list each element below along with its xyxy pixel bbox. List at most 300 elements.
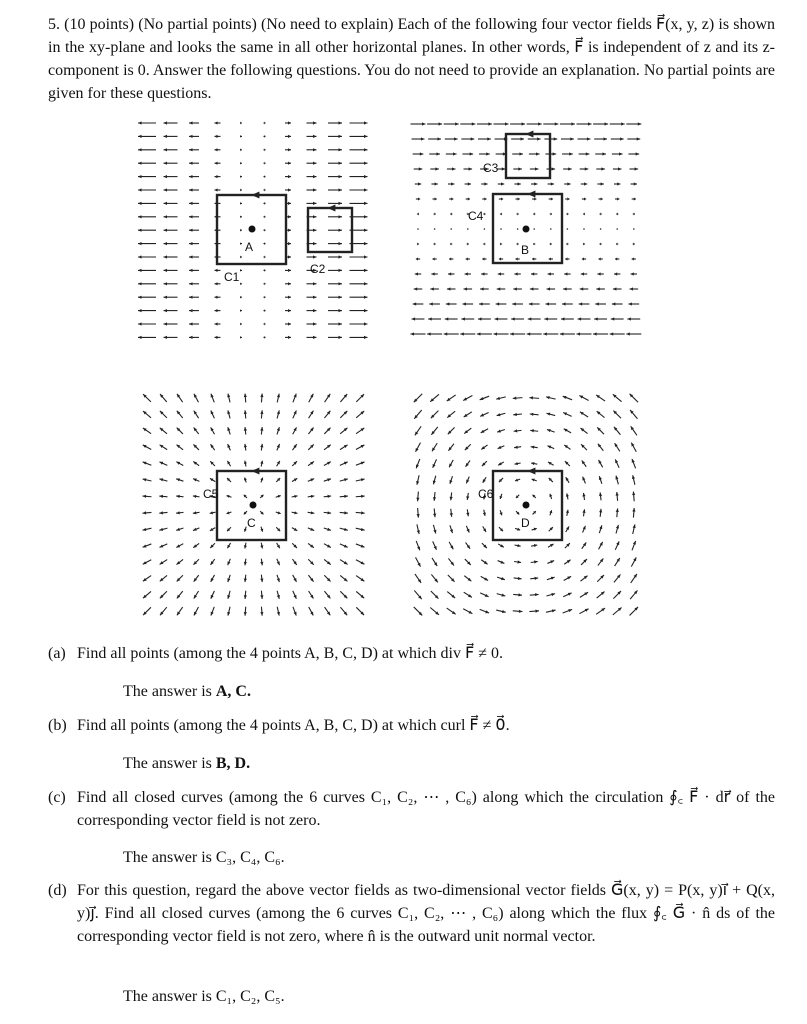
vector-arrow [516, 495, 519, 498]
vector-arrow [350, 135, 368, 138]
vector-arrow [627, 317, 640, 320]
vector-arrow [138, 121, 156, 124]
vector-arrow [194, 607, 199, 615]
vector-arrow [210, 478, 215, 481]
vector-arrow [244, 427, 247, 434]
vector-arrow [496, 152, 507, 155]
vector-arrow [467, 228, 469, 230]
vector-arrow [546, 396, 556, 399]
vector-arrow [308, 444, 314, 450]
vector-arrow [500, 228, 502, 230]
vector-arrow [193, 511, 200, 514]
vector-arrow [550, 212, 552, 215]
vector-arrow [211, 427, 215, 434]
vector-arrow [324, 511, 331, 514]
vector-arrow [483, 510, 486, 516]
vector-arrow [450, 228, 452, 230]
vector-arrow [193, 559, 199, 565]
vector-arrow [240, 162, 242, 165]
vector-arrow [138, 188, 156, 191]
vector-arrow [160, 411, 167, 418]
vector-arrow [210, 461, 215, 466]
vector-arrow [611, 317, 624, 320]
vector-arrow [160, 445, 168, 450]
vector-arrow [227, 543, 230, 548]
vector-arrow [415, 182, 421, 185]
vector-arrow [160, 560, 168, 565]
vector-arrow [466, 197, 470, 200]
vector-arrow [328, 255, 342, 258]
vector-arrow [596, 608, 605, 614]
vector-arrow [189, 255, 199, 258]
vector-arrow [628, 152, 639, 155]
vector-arrow [498, 182, 504, 185]
vector-arrow [615, 443, 620, 451]
vector-arrow [244, 461, 247, 467]
vector-arrow [414, 410, 421, 419]
vector-arrow [580, 167, 589, 170]
vector-arrow [356, 462, 365, 466]
vector-arrow [499, 494, 502, 499]
vector-arrow [516, 511, 519, 514]
vector-arrow [517, 228, 519, 230]
vector-arrow [244, 511, 247, 514]
vector-arrow [499, 257, 503, 260]
vector-arrow [482, 197, 486, 200]
vector-arrow [307, 296, 317, 299]
vector-arrow [615, 541, 619, 549]
vector-arrow [227, 607, 230, 616]
vector-arrow [324, 462, 331, 466]
vector-arrow [164, 121, 178, 124]
vector-arrow [260, 394, 263, 403]
vector-arrow [244, 575, 247, 582]
vector-arrow [264, 309, 266, 312]
vector-arrow [483, 477, 486, 483]
vector-arrow [277, 410, 280, 418]
vector-arrow [432, 197, 436, 200]
vector-arrow [328, 188, 342, 191]
vector-arrow [517, 212, 519, 215]
vector-arrow [324, 428, 330, 434]
vector-arrow [427, 332, 442, 335]
vector-arrow [450, 525, 453, 533]
vector-arrow [484, 228, 486, 230]
vector-arrow [464, 428, 471, 434]
vector-arrow [578, 317, 591, 320]
vector-arrow [630, 287, 639, 290]
vector-arrow [415, 272, 421, 275]
vector-arrow [227, 478, 231, 482]
question-text: For this question, regard the above vector fields as two-dimensional vector fields G⃗(x, y) = P(x, y)i⃗ + Q(x, y)j⃗. Find all closed curves (among the 6 curves C₁, C₂, ⋯ , C₆) along which the flux ∮꜀ G⃗ · n̂ ds of the corresponding vector field is not zero, where n̂ is the outward unit normal vector. [77, 882, 775, 945]
vector-arrow [143, 544, 152, 548]
vector-arrow [597, 575, 604, 582]
vector-arrow [285, 296, 291, 299]
vector-arrow [613, 411, 621, 419]
vector-arrow [350, 269, 368, 272]
vector-arrow [465, 559, 471, 565]
vector-arrow [531, 544, 537, 547]
vector-arrow [189, 135, 199, 138]
vector-arrow [328, 202, 342, 205]
vector-arrow [138, 175, 156, 178]
vector-arrow [309, 394, 314, 402]
vector-field-plot-d [410, 390, 645, 615]
vector-arrow [417, 212, 419, 215]
vector-arrow [549, 478, 553, 482]
vector-arrow [530, 577, 538, 580]
vector-arrow [350, 121, 368, 124]
vector-arrow [582, 509, 585, 516]
vector-arrow [211, 410, 215, 418]
vector-arrow [138, 269, 156, 272]
vector-arrow [450, 492, 453, 500]
question-label: (b) [48, 717, 67, 734]
vector-arrow [527, 122, 542, 125]
vector-arrow [350, 175, 368, 178]
vector-arrow [340, 560, 348, 565]
vector-arrow [240, 175, 242, 178]
vector-arrow [463, 396, 472, 401]
vector-arrow [563, 593, 571, 597]
vector-arrow [596, 287, 605, 290]
vector-arrow [482, 461, 487, 466]
vector-arrow [513, 167, 522, 170]
vector-arrow [293, 607, 297, 616]
vector-arrow [597, 427, 604, 434]
vector-arrow [138, 242, 156, 245]
vector-arrow [511, 137, 524, 140]
vector-arrow [448, 272, 454, 275]
vector-arrow [417, 508, 420, 518]
vector-arrow [496, 610, 506, 613]
vector-arrow [546, 609, 556, 612]
vector-arrow [189, 121, 199, 124]
vector-arrow [600, 212, 602, 215]
orientation-arrow-icon [327, 205, 335, 212]
vector-arrow [356, 528, 365, 531]
vector-arrow [478, 317, 491, 320]
vector-arrow [597, 411, 605, 417]
vector-arrow [164, 269, 178, 272]
vector-arrow [434, 212, 436, 215]
vector-arrow [432, 443, 437, 451]
curve-label-c1: C1 [224, 270, 240, 284]
curve-label-c4: C4 [468, 209, 484, 223]
vector-arrow [533, 242, 535, 245]
vector-arrow [431, 574, 437, 582]
vector-arrow [194, 411, 199, 419]
vector-arrow [350, 188, 368, 191]
vector-arrow [307, 309, 317, 312]
vector-arrow [328, 322, 342, 325]
vector-arrow [412, 317, 425, 320]
vector-arrow [215, 296, 221, 299]
vector-arrow [448, 427, 455, 434]
vector-arrow [631, 443, 636, 452]
vector-arrow [547, 287, 556, 290]
vector-arrow [466, 493, 469, 500]
vector-arrow [595, 302, 606, 305]
vector-arrow [446, 302, 457, 305]
vector-arrow [416, 443, 421, 452]
vector-arrow [482, 543, 487, 548]
vector-arrow [561, 137, 574, 140]
vector-arrow [448, 444, 454, 451]
vector-arrow [189, 202, 199, 205]
vector-arrow [465, 272, 471, 275]
vector-arrow [447, 287, 456, 290]
vector-arrow [240, 188, 242, 191]
vector-arrow [277, 543, 280, 548]
vector-arrow [449, 257, 453, 260]
vector-arrow [616, 508, 619, 517]
vector-arrow [293, 410, 297, 418]
vector-arrow [308, 495, 315, 498]
answer-prefix: The answer is [123, 755, 216, 772]
vector-arrow [285, 188, 291, 191]
vector-arrow [285, 309, 291, 312]
point-label-b: B [521, 243, 530, 257]
vector-arrow [480, 287, 489, 290]
vector-arrow [215, 121, 221, 124]
vector-arrow [244, 591, 247, 599]
vector-arrow [498, 462, 504, 465]
vector-arrow [164, 296, 178, 299]
vector-arrow [581, 559, 587, 565]
vector-arrow [583, 242, 585, 245]
vector-arrow [285, 121, 291, 124]
vector-arrow [240, 229, 242, 232]
vector-arrow [138, 255, 156, 258]
vector-arrow [498, 446, 505, 449]
vector-arrow [189, 269, 199, 272]
answer-value: C₃, C₄, C₆. [215, 849, 285, 866]
vector-arrow [176, 511, 183, 514]
answer-value: B, D. [215, 755, 251, 772]
vector-arrow [215, 135, 221, 138]
vector-arrow [193, 479, 199, 482]
vector-arrow [227, 591, 230, 599]
vector-arrow [630, 394, 639, 403]
vector-field-plot-c [140, 390, 365, 615]
vector-arrow [547, 577, 555, 580]
vector-arrow [189, 309, 199, 312]
vector-arrow [598, 558, 604, 565]
vector-arrow [324, 559, 331, 564]
vector-arrow [479, 302, 490, 305]
vector-arrow [615, 476, 618, 485]
vector-arrow [307, 121, 317, 124]
vector-arrow [562, 152, 573, 155]
vector-arrow [160, 394, 167, 402]
vector-arrow [563, 287, 572, 290]
vector-arrow [164, 309, 178, 312]
vector-arrow [515, 462, 521, 465]
vector-arrow [340, 462, 348, 466]
vector-arrow [483, 526, 486, 532]
vector-arrow [264, 175, 266, 178]
vector-arrow [160, 575, 167, 581]
vector-arrow [614, 272, 620, 275]
vector-arrow [277, 427, 280, 434]
vector-arrow [416, 257, 420, 260]
vector-arrow [430, 167, 439, 170]
vector-arrow [240, 282, 242, 285]
vector-arrow [227, 410, 230, 418]
vector-arrow [528, 137, 541, 140]
vector-arrow [193, 461, 199, 465]
vector-arrow [307, 336, 317, 339]
vector-arrow [356, 576, 364, 582]
vector-arrow [414, 590, 421, 599]
vector-arrow [227, 394, 230, 403]
vector-arrow [350, 282, 368, 285]
vector-arrow [417, 524, 420, 534]
vector-arrow [189, 188, 199, 191]
vector-arrow [189, 162, 199, 165]
vector-arrow [143, 445, 151, 450]
vector-arrow [240, 309, 242, 312]
vector-arrow [515, 197, 519, 200]
vector-arrow [497, 287, 506, 290]
vector-arrow [431, 182, 437, 185]
vector-arrow [563, 412, 571, 416]
vector-arrow [240, 215, 242, 218]
vector-arrow [194, 428, 199, 435]
vector-arrow [211, 575, 215, 582]
vector-arrow [264, 322, 266, 325]
vector-arrow [176, 478, 183, 481]
vector-arrow [431, 427, 437, 435]
vector-arrow [565, 543, 570, 548]
vector-arrow [550, 242, 552, 245]
vector-arrow [613, 608, 622, 615]
vector-arrow [308, 479, 314, 482]
vector-arrow [583, 212, 585, 215]
vector-arrow [528, 317, 541, 320]
point-label-a: A [245, 240, 254, 254]
vector-arrow [416, 475, 419, 485]
vector-arrow [340, 544, 348, 548]
vector-arrow [340, 478, 348, 481]
question-d [48, 879, 775, 948]
vector-arrow [449, 542, 453, 549]
vector-arrow [547, 560, 554, 563]
vector-arrow [613, 394, 622, 401]
vector-arrow [215, 162, 221, 165]
vector-arrow [434, 228, 436, 230]
vector-arrow [328, 229, 342, 232]
vector-arrow [309, 607, 314, 615]
vector-arrow [465, 444, 471, 450]
vector-arrow [497, 429, 505, 432]
vector-arrow [429, 152, 440, 155]
vector-arrow [308, 461, 314, 465]
vector-arrow [530, 593, 539, 596]
vector-arrow [481, 576, 488, 580]
vector-arrow [631, 272, 637, 275]
vector-arrow [240, 148, 242, 151]
vector-arrow [138, 215, 156, 218]
vector-arrow [210, 528, 215, 531]
vector-arrow [549, 527, 553, 531]
vector-arrow [138, 148, 156, 151]
vector-arrow [285, 322, 291, 325]
vector-arrow [447, 395, 456, 401]
vector-arrow [292, 559, 296, 565]
vector-arrow [533, 495, 536, 498]
answer-prefix: The answer is [123, 683, 216, 700]
vector-arrow [548, 462, 554, 465]
vector-arrow [465, 182, 471, 185]
vector-arrow [594, 317, 607, 320]
vector-arrow [579, 152, 590, 155]
vector-arrow [260, 559, 263, 566]
vector-arrow [293, 394, 297, 403]
vector-arrow [159, 544, 167, 548]
vector-arrow [613, 167, 622, 170]
vector-arrow [630, 410, 637, 419]
vector-arrow [177, 428, 183, 434]
vector-arrow [594, 137, 607, 140]
vector-arrow [633, 228, 635, 230]
vector-arrow [546, 593, 555, 596]
point-label-c: C [247, 516, 256, 530]
vector-arrow [164, 135, 178, 138]
answer-value: C₁, C₂, C₅. [215, 988, 285, 1005]
vector-arrow [498, 544, 504, 547]
question-text: Find all closed curves (among the 6 curves C₁, C₂, ⋯ , C₆) along which the circulation ∮꜀ F⃗ · dr⃗ of the corresponding vector field is not zero. [77, 789, 775, 829]
vector-arrow [356, 478, 365, 481]
answer-prefix: The answer is [123, 988, 216, 1005]
vector-arrow [494, 332, 509, 335]
vector-arrow [356, 607, 364, 615]
vector-arrow [324, 575, 330, 581]
vector-arrow [177, 394, 183, 402]
vector-arrow [307, 148, 317, 151]
vector-arrow [464, 576, 471, 582]
vector-arrow [277, 575, 280, 582]
vector-arrow [445, 137, 458, 140]
vector-arrow [631, 426, 637, 435]
vector-arrow [580, 576, 587, 582]
vector-arrow [285, 282, 291, 285]
answer-prefix: The answer is [123, 849, 216, 866]
vector-arrow [449, 197, 453, 200]
vector-arrow [264, 188, 266, 191]
vector-arrow [514, 429, 522, 432]
question-label: (d) [48, 882, 67, 899]
vector-arrow [143, 495, 152, 498]
vector-arrow [143, 528, 152, 531]
vector-arrow [417, 228, 419, 230]
orientation-arrow-icon [527, 191, 535, 198]
vector-arrow [615, 459, 619, 467]
vector-arrow [566, 477, 569, 483]
vector-arrow [631, 574, 637, 583]
vector-arrow [466, 477, 469, 484]
vector-arrow [433, 492, 436, 501]
vector-arrow [308, 575, 313, 582]
vector-arrow [548, 544, 554, 547]
answer-b [123, 752, 250, 775]
vector-arrow [159, 511, 167, 514]
vector-arrow [328, 282, 342, 285]
vector-arrow [628, 302, 639, 305]
vector-arrow [193, 543, 199, 547]
vector-arrow [244, 559, 247, 566]
